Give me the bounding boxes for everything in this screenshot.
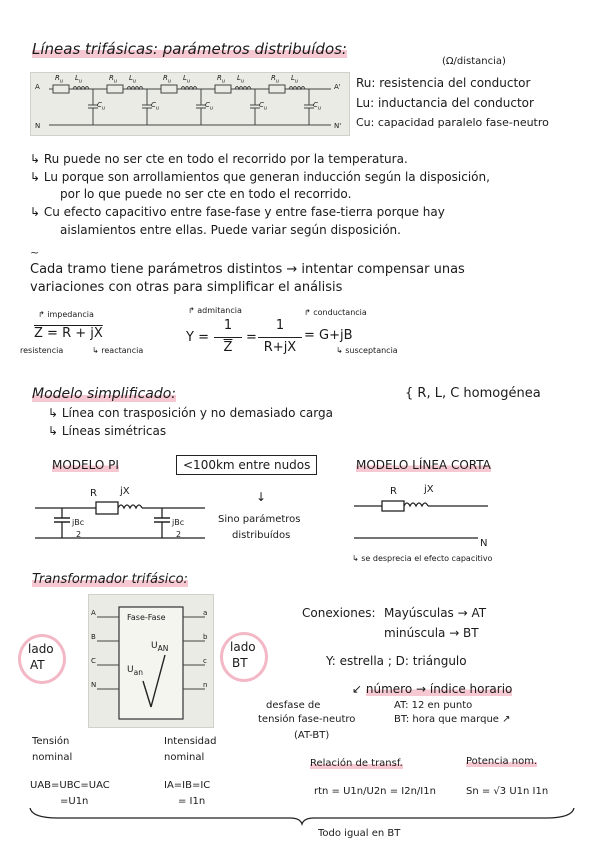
z-equation: Z = R + jX — [34, 326, 103, 341]
c-label-5: $C_u$ — [313, 101, 322, 112]
y-rhs: = G+jB — [304, 328, 353, 343]
page-title: Líneas trifásicas: parámetros distribuídos: — [32, 40, 347, 58]
reactancia-note: ↳ reactancia — [92, 346, 144, 355]
pi-cap-right-num: jBc — [172, 518, 185, 527]
r-label-2: $R_u$ — [109, 74, 118, 85]
impedancia-note: ↱ impedancia — [38, 310, 94, 319]
tension-2: nominal — [32, 752, 73, 763]
photo-uan-lower: $U_{an}$ — [127, 665, 143, 677]
r-label-1: $R_u$ — [55, 74, 64, 85]
corta-note: ↳ se desprecia el efecto capacitivo — [352, 554, 493, 563]
intens-eq-1: IA=IB=IC — [164, 780, 211, 791]
desfase-1: desfase de — [266, 700, 321, 711]
photo-left-c: C — [91, 657, 96, 665]
desfase-3: (AT-BT) — [294, 730, 330, 741]
photo-left-a: A — [91, 609, 96, 617]
def-cu: Cu: capacidad paralelo fase-neutro — [356, 116, 549, 129]
at-punto: AT: 12 en punto — [394, 700, 473, 711]
sino-line-1: Sino parámetros — [218, 514, 301, 525]
down-arrow: ↓ — [256, 490, 267, 504]
lado-at-2: AT — [30, 658, 45, 672]
photo-right-c: c — [203, 657, 207, 665]
resistor-3 — [161, 85, 177, 93]
c-label-2: $C_u$ — [151, 101, 160, 112]
y-frac1-den: $\overline{Z}$ — [223, 340, 233, 355]
desfase-2: tensión fase-neutro — [258, 714, 356, 725]
bullet-cu-cont: aislamientos entre ellas. Puede variar según disposición. — [60, 223, 401, 237]
y-lhs: Y = — [186, 330, 209, 345]
simplified-item-2: ↳ Líneas simétricas — [48, 424, 167, 438]
l-label-1: $L_u$ — [75, 74, 83, 85]
para-line-1: Cada tramo tiene parámetros distintos → intentar compensar unas — [30, 262, 465, 277]
photo-right-a: a — [203, 609, 208, 617]
def-ru: Ru: resistencia del conductor — [356, 76, 531, 90]
r-label-5: $R_u$ — [271, 74, 280, 85]
todo-igual-bt: Todo igual en BT — [318, 828, 401, 839]
transformer-title: Transformador trifásico: — [32, 572, 188, 587]
corta-r-label: R — [390, 486, 397, 497]
photo-left-b: B — [91, 633, 96, 641]
simplified-title: Modelo simplificado: — [32, 386, 177, 402]
l-label-2: $L_u$ — [129, 74, 137, 85]
photo-right-b: b — [203, 633, 208, 641]
corta-x-label: jX — [424, 484, 434, 495]
pi-cap-left-den: 2 — [76, 530, 82, 539]
susceptancia-note: ↳ susceptancia — [336, 346, 398, 355]
r-label-4: $R_u$ — [217, 74, 226, 85]
pi-cap-right-den: 2 — [176, 530, 182, 539]
node-n-prime: N' — [334, 122, 342, 130]
rel-eq: rtn = U1n/U2n = I2n/I1n — [314, 786, 436, 797]
y-eq-sign: = — [246, 330, 257, 345]
resistor-5 — [269, 85, 285, 93]
conductancia-note: ↱ conductancia — [304, 308, 367, 317]
pi-cap-left-num: jBc — [72, 518, 85, 527]
admitancia-note: ↱ admitancia — [188, 306, 242, 315]
pi-r-label: R — [90, 488, 97, 499]
rel-title: Relación de transf. — [310, 758, 403, 769]
numero-indice: ↙ número → índice horario — [352, 682, 513, 696]
bullet-cu: ↳ Cu efecto capacitivo entre fase-fase y entre fase-tierra porque hay — [30, 205, 445, 219]
l-label-3: $L_u$ — [183, 74, 191, 85]
distance-box: <100km entre nudos — [176, 455, 317, 475]
c-label-3: $C_u$ — [205, 101, 214, 112]
bullet-ru: ↳ Ru puede no ser cte en todo el recorrido por la temperatura. — [30, 152, 408, 166]
y-frac1-num: 1 — [223, 318, 233, 333]
resistor-4 — [215, 85, 231, 93]
conexiones-label: Conexiones: — [302, 606, 376, 620]
estrella-triangulo: Y: estrella ; D: triángulo — [326, 654, 467, 668]
lado-at-1: lado — [28, 642, 54, 656]
node-a-prime: A' — [334, 83, 341, 91]
l-label-4: $L_u$ — [237, 74, 245, 85]
node-n: N — [35, 122, 41, 130]
y-frac1-bar — [214, 337, 242, 338]
bottom-brace — [28, 804, 576, 826]
l-label-5: $L_u$ — [291, 74, 299, 85]
distributed-line-diagram — [30, 72, 350, 136]
modelo-pi-title: MODELO PI — [52, 458, 119, 472]
corta-n-label: N — [480, 538, 488, 549]
bt-hora: BT: hora que marque ↗ — [394, 714, 511, 725]
y-frac2-den: R+jX — [263, 340, 297, 355]
photo-uan-upper: $U_{AN}$ — [151, 641, 169, 653]
c-label-1: $C_u$ — [97, 101, 106, 112]
conexiones-2: minúscula → BT — [384, 626, 479, 640]
para-line-2: variaciones con otras para simplificar el análisis — [30, 280, 343, 295]
tension-1: Tensión — [32, 736, 70, 747]
intens-1: Intensidad — [164, 736, 217, 747]
pot-eq: Sn = √3 U1n I1n — [466, 786, 549, 797]
resistor-2 — [107, 85, 123, 93]
bullet-lu-cont: por lo que puede no ser cte en todo el recorrido. — [60, 187, 352, 201]
tension-eq-2: =U1n — [60, 796, 89, 807]
lado-bt-1: lado — [230, 640, 256, 654]
modelo-corta-title: MODELO LÍNEA CORTA — [356, 458, 491, 472]
short-line-diagram — [352, 482, 492, 544]
c-label-4: $C_u$ — [259, 101, 268, 112]
sino-line-2: distribuídos — [232, 530, 291, 541]
y-frac2-bar — [258, 337, 302, 338]
units-note: (Ω/distancia) — [442, 56, 506, 67]
conexiones-1: Mayúsculas → AT — [384, 606, 487, 620]
node-a: A — [35, 83, 40, 91]
pi-x-label: jX — [120, 486, 130, 497]
transformer-diagram — [88, 594, 214, 728]
r-label-3: $R_u$ — [163, 74, 172, 85]
intens-2: nominal — [164, 752, 205, 763]
resistencia-note: resistencia — [20, 346, 64, 355]
photo-left-n: N — [91, 681, 97, 689]
bullet-lu: ↳ Lu porque son arrollamientos que generan inducción según la disposición, — [30, 170, 490, 184]
intens-eq-2: = I1n — [178, 796, 206, 807]
photo-right-n: n — [203, 681, 208, 689]
pot-title: Potencia nom. — [466, 756, 538, 767]
resistor-1 — [53, 85, 69, 93]
squiggle: ~ — [30, 246, 40, 259]
simplified-item-1: ↳ Línea con trasposición y no demasiado carga — [48, 406, 333, 420]
y-frac2-num: 1 — [275, 318, 285, 333]
tension-eq-1: UAB=UBC=UAC — [30, 780, 110, 791]
homogenea-note: { R, L, C homogénea — [405, 386, 541, 401]
photo-fase-label: Fase-Fase — [127, 613, 166, 622]
def-lu: Lu: inductancia del conductor — [356, 96, 534, 110]
lado-bt-2: BT — [232, 656, 248, 670]
